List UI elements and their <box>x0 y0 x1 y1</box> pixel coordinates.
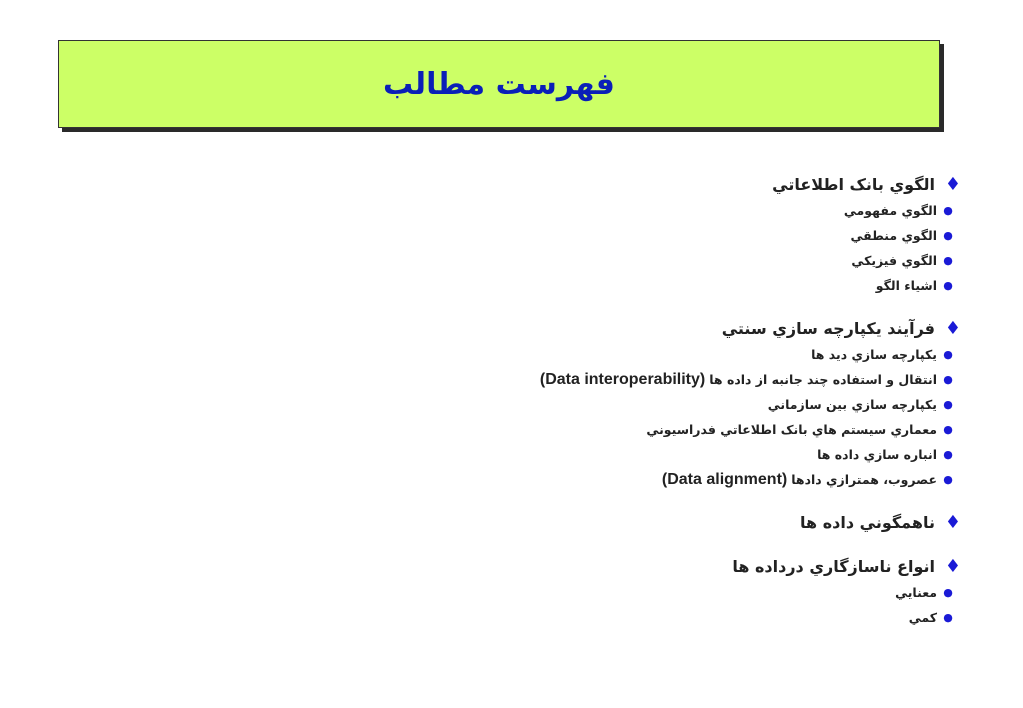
sub-list <box>241 342 961 492</box>
list-item-text: اشياء الگو <box>875 278 937 293</box>
section-heading-text: فرآيند يکپارچه سازي سنتي <box>721 318 935 338</box>
dot-bullet-icon: ● <box>943 448 953 461</box>
dot-bullet-icon: ● <box>943 586 953 599</box>
list-item-text: انتقال و استفاده چند جانبه از داده ها <box>709 372 937 387</box>
section-1 <box>241 170 961 298</box>
sub-list <box>241 580 961 630</box>
section-3 <box>241 508 961 536</box>
list-item <box>241 442 953 467</box>
dot-bullet-icon: ● <box>943 373 953 386</box>
dot-bullet-icon: ● <box>943 229 953 242</box>
section-4 <box>241 552 961 630</box>
list-item-text: عصروب، همترازي دادها <box>791 472 937 487</box>
list-item-text: الگوي منطقي <box>850 228 937 243</box>
dot-bullet-icon: ● <box>943 473 953 486</box>
list-item-text: الگوي مفهومي <box>843 203 937 218</box>
section-heading <box>241 552 961 580</box>
latin-term: (Data interoperability) <box>539 370 706 388</box>
list-item <box>241 223 953 248</box>
diamond-bullet-icon: ♦ <box>944 317 961 339</box>
diamond-bullet-icon: ♦ <box>944 555 961 577</box>
section-heading-text: ناهمگوني داده ها <box>800 512 935 532</box>
list-item <box>241 273 953 298</box>
list-item <box>241 248 953 273</box>
latin-term: (Data alignment) <box>661 470 788 488</box>
list-item <box>241 605 953 630</box>
diamond-bullet-icon: ♦ <box>944 173 961 195</box>
dot-bullet-icon: ● <box>943 348 953 361</box>
list-item <box>241 392 953 417</box>
section-heading-text: انواع ناسازگاري درداده ها <box>732 556 935 576</box>
list-item <box>241 198 953 223</box>
list-item-text: معنايي <box>895 585 937 600</box>
dot-bullet-icon: ● <box>943 611 953 624</box>
dot-bullet-icon: ● <box>943 254 953 267</box>
page-title: فهرست مطالب <box>383 66 615 102</box>
list-item <box>241 342 953 367</box>
list-item <box>241 417 953 442</box>
list-item <box>241 467 953 492</box>
dot-bullet-icon: ● <box>943 204 953 217</box>
section-heading <box>241 314 961 342</box>
list-item-text: الگوي فيزيکي <box>851 253 937 268</box>
dot-bullet-icon: ● <box>943 279 953 292</box>
list-item-text: کمي <box>908 610 937 625</box>
title-banner <box>58 40 940 128</box>
list-item <box>241 367 953 392</box>
section-heading <box>241 508 961 536</box>
section-heading-text: الگوي بانک اطلاعاتي <box>772 174 935 194</box>
section-2 <box>241 314 961 492</box>
list-item-text: يکپارچه سازي ديد ها <box>811 347 937 362</box>
list-item <box>241 580 953 605</box>
table-of-contents <box>241 170 961 646</box>
section-heading <box>241 170 961 198</box>
dot-bullet-icon: ● <box>943 423 953 436</box>
sub-list <box>241 198 961 298</box>
diamond-bullet-icon: ♦ <box>944 511 961 533</box>
dot-bullet-icon: ● <box>943 398 953 411</box>
list-item-text: معماري سيستم هاي بانک اطلاعاتي فدراسيوني <box>646 422 937 437</box>
list-item-text: انباره سازي داده ها <box>817 447 937 462</box>
list-item-text: يکپارچه سازي بين سازماني <box>767 397 937 412</box>
